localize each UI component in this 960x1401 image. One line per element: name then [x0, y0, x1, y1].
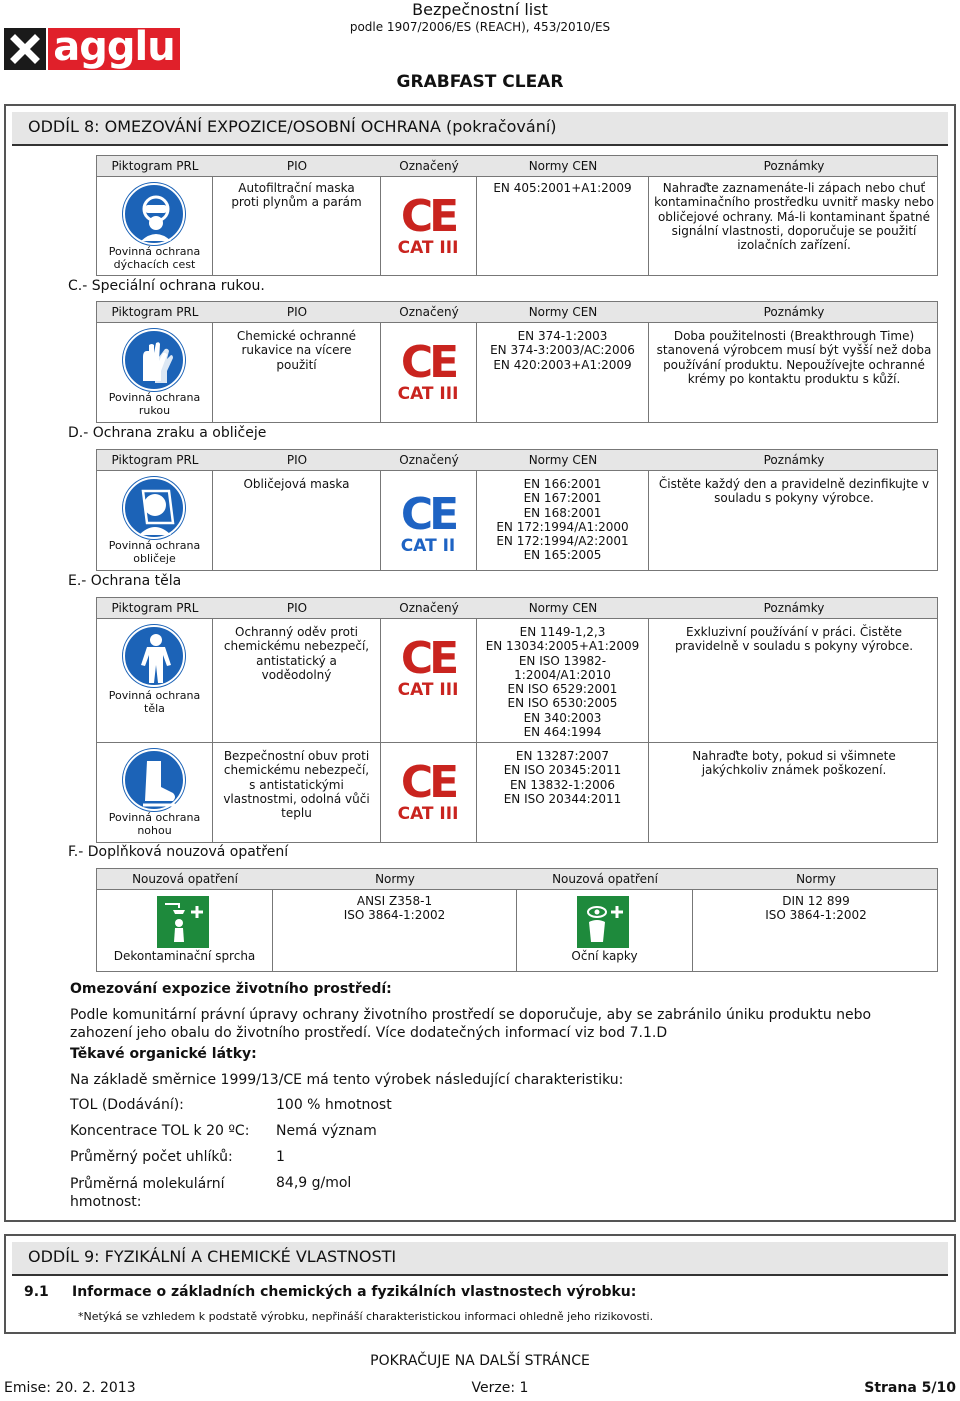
issue-date: Emise: 20. 2. 2013 — [4, 1380, 136, 1396]
table-row — [96, 471, 938, 571]
pio-cell: Obličejová maska — [213, 471, 381, 570]
subsection-f: F.- Doplňková nouzová opatření — [68, 844, 289, 860]
voc-value: 1 — [276, 1149, 285, 1165]
eyewash-icon — [577, 896, 629, 948]
norms-cell: EN 405:2001+A1:2009 — [477, 177, 649, 275]
section-9-title: ODDÍL 9: FYZIKÁLNÍ A CHEMICKÉ VLASTNOSTI — [12, 1242, 948, 1276]
shower-cell — [97, 890, 273, 971]
section-9-subtitle: Informace o základních chemických a fyzikálních vlastnostech výrobku: — [72, 1284, 637, 1300]
section-9 — [4, 1234, 956, 1334]
ce-mark-icon: CE CAT III — [397, 191, 459, 258]
table-header: Piktogram PRL PIO Označený Normy CEN Poznámky — [96, 449, 938, 471]
subsection-e: E.- Ochrana těla — [68, 573, 182, 589]
norms-cell: EN 166:2001 EN 167:2001 EN 168:2001 EN 172:1994/A1:2000 EN 172:1994/A2:2001 EN 165:2005 — [477, 471, 649, 570]
table-row — [96, 177, 938, 276]
face-shield-icon — [123, 477, 185, 539]
table-row — [96, 619, 938, 743]
respirator-mask-icon — [123, 183, 185, 245]
emergency-table-row — [96, 890, 938, 972]
table-header: Piktogram PRL PIO Označený Normy CEN Poznámky — [96, 597, 938, 619]
notes-cell: Exkluzivní používání v práci. Čistěte pravidelně v souladu s pokyny výrobce. — [674, 625, 914, 654]
section-9-note: *Netýká se vzhledem k podstatě výrobku, nepřináší charakteristickou informaci ohledně jeho rizikovosti. — [78, 1310, 654, 1323]
pictogram-cell — [97, 323, 213, 422]
pio-cell: Bezpečnostní obuv proti chemickému nebezpečí, s antistatickými vlastnostmi, odolná vůči teplu — [213, 743, 381, 842]
logo-x-mark — [4, 28, 46, 70]
notes-cell: Nahraďte boty, pokud si všimnete jakýchkoliv známek poškození. — [692, 749, 896, 778]
shower-norms: ANSI Z358-1 ISO 3864-1:2002 — [273, 890, 517, 971]
voc-value: 84,9 g/mol — [276, 1175, 352, 1191]
logo: agglu — [48, 28, 180, 70]
product-name: GRABFAST CLEAR — [396, 72, 564, 92]
regulation-reference: podle 1907/2006/ES (REACH), 453/2010/ES — [349, 20, 611, 34]
table-header — [96, 155, 938, 177]
ce-mark-cell — [381, 471, 477, 570]
voc-intro: Na základě směrnice 1999/13/CE má tento výrobek následující charakteristiku: — [70, 1072, 624, 1088]
pictogram-label: Povinná ochrana rukou — [108, 391, 201, 417]
continued-notice: POKRAČUJE NA DALŠÍ STRÁNCE — [370, 1353, 590, 1369]
col-pictogram: Piktogram PRL — [111, 159, 199, 173]
col-norms: Normy CEN — [528, 159, 598, 173]
document-title: Bezpečnostní list — [412, 0, 548, 19]
gloves-icon — [123, 329, 185, 391]
env-text: Podle komunitární právní úpravy ochrany životního prostředí se doporučuje, aby se zabránilo úniku produktu nebo zahození jeho obalu do životního prostředí. Více dodatečných informací viz bod 7.1.D — [70, 1007, 872, 1041]
pictogram-label: Povinná ochrana dýchacích cest — [108, 245, 201, 271]
col-marked: Označený — [399, 159, 459, 173]
pictogram-label: Povinná ochrana nohou — [108, 811, 201, 837]
ce-mark-cell — [381, 323, 477, 422]
pio-cell: Chemické ochranné rukavice na vícere použití — [213, 323, 381, 422]
protective-suit-icon — [123, 625, 185, 687]
notes-cell: Čistěte každý den a pravidelně dezinfikujte v souladu s pokyny výrobce. — [658, 477, 930, 506]
subsection-d: D.- Ochrana zraku a obličeje — [68, 425, 267, 441]
eyewash-label: Oční kapky — [571, 949, 638, 963]
eyewash-norms: DIN 12 899 ISO 3864-1:2002 — [765, 894, 867, 923]
pictogram-cell — [97, 619, 213, 742]
env-heading: Omezování expozice životního prostředí: — [70, 981, 392, 997]
subsection-c: C.- Speciální ochrana rukou. — [68, 278, 265, 294]
voc-label: Průměrný počet uhlíků: — [70, 1149, 233, 1165]
section-8-title: ODDÍL 8: OMEZOVÁNÍ EXPOZICE/OSOBNÍ OCHRANA (pokračování) — [12, 112, 948, 146]
voc-label: Průměrná molekulární hmotnost: — [70, 1176, 225, 1210]
pictogram-cell — [97, 743, 213, 842]
norms-cell: EN 1149-1,2,3 EN 13034:2005+A1:2009 EN ISO 13982-1:2004/A1:2010 EN ISO 6529:2001 EN ISO 6530:2005 EN 340:2003 EN 464:1994 — [477, 619, 649, 742]
pio-cell: Autofiltrační maska proti plynům a parám — [213, 177, 381, 275]
eyewash-cell — [517, 890, 693, 971]
col-pio: PIO — [286, 159, 308, 173]
emergency-shower-icon — [157, 896, 209, 948]
page-number: Strana 5/10 — [864, 1380, 956, 1396]
ce-mark-icon: CE CAT II — [400, 489, 456, 556]
ce-mark-cell — [381, 619, 477, 742]
voc-label: TOL (Dodávání): — [70, 1097, 184, 1113]
version: Verze: 1 — [471, 1380, 529, 1396]
table-header: Piktogram PRL PIO Označený Normy CEN Poznámky — [96, 301, 938, 323]
notes-cell: Nahraďte zaznamenáte-li zápach nebo chuť kontaminačního prostředku uvnitř masky nebo obličejové ochrany. Má-li kontaminant špatné signální vlastnosti, doporučuje se použití izolačních zařízení. — [654, 181, 934, 253]
pictogram-cell — [97, 471, 213, 570]
ce-mark-icon: CE CAT III — [397, 757, 459, 824]
notes-cell: Doba použitelnosti (Breakthrough Time) stanovená výrobcem musí být vyšší než doba používání produktu. Nepoužívejte ochranné krémy po kontaktu produktu s kůží. — [656, 329, 932, 386]
voc-label: Koncentrace TOL k 20 ºC: — [70, 1123, 250, 1139]
pictogram-label: Povinná ochrana obličeje — [108, 539, 201, 565]
safety-boot-icon — [123, 749, 185, 811]
pio-cell: Ochranný oděv proti chemickému nebezpečí, antistatický a voděodolný — [213, 619, 381, 742]
section-9-number: 9.1 — [24, 1284, 49, 1300]
pictogram-cell — [97, 177, 213, 275]
norms-cell: EN 13287:2007 EN ISO 20345:2011 EN 13832-1:2006 EN ISO 20344:2011 — [477, 743, 649, 842]
table-row — [96, 323, 938, 423]
voc-value: 100 % hmotnost — [276, 1097, 392, 1113]
ce-mark-icon: CE CAT III — [397, 337, 459, 404]
voc-value: Nemá význam — [276, 1123, 377, 1139]
ce-mark-cell — [381, 177, 477, 275]
table-row — [96, 743, 938, 843]
col-notes: Poznámky — [763, 159, 825, 173]
ce-mark-cell — [381, 743, 477, 842]
emergency-table-header: Nouzová opatření Normy Nouzová opatření Normy — [96, 868, 938, 890]
shower-label: Dekontaminační sprcha — [113, 949, 256, 963]
voc-heading: Těkavé organické látky: — [70, 1046, 257, 1062]
norms-cell: EN 374-1:2003 EN 374-3:2003/AC:2006 EN 420:2003+A1:2009 — [477, 323, 649, 422]
pictogram-label: Povinná ochrana těla — [108, 689, 201, 715]
ce-mark-icon: CE CAT III — [397, 633, 459, 700]
